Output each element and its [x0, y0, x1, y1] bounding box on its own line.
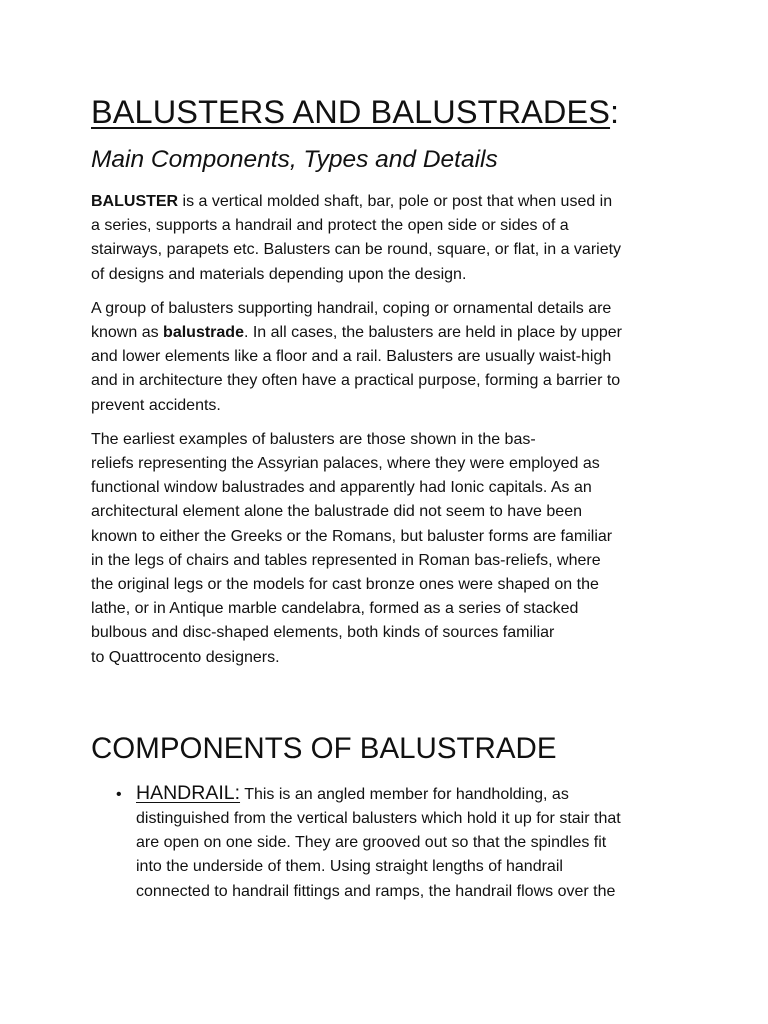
paragraph-line: the original legs or the models for cast bronze ones were shaped on the: [91, 576, 599, 594]
list-item-line: into the underside of them. Using straight lengths of handrail: [136, 858, 563, 876]
bold-term-balustrade: balustrade: [163, 324, 244, 342]
term-handrail: HANDRAIL:: [136, 781, 241, 804]
paragraph-line: known to either the Greeks or the Romans, but baluster forms are familiar: [91, 527, 613, 545]
paragraph-line: [91, 321, 691, 345]
paragraph-line-text: is a vertical molded shaft, bar, pole or post that when used in: [178, 193, 613, 210]
paragraph-line: a series, supports a handrail and protect the open side or sides of a: [91, 217, 569, 235]
paragraph-line: functional window balustrades and apparently had Ionic capitals. As an: [91, 479, 592, 497]
paragraph-line: lathe, or in Antique marble candelabra, formed as a series of stacked: [91, 600, 579, 618]
list-item-line: connected to handrail fittings and ramps, the handrail flows over the: [136, 882, 616, 900]
paragraph-balustrade-definition: [91, 297, 691, 418]
components-list: [91, 781, 691, 904]
document-title-text: BALUSTERS AND BALUSTRADES: [91, 94, 611, 130]
paragraph-line: architectural element alone the balustrade did not seem to have been: [91, 503, 582, 521]
paragraph-line-text: known as: [91, 324, 164, 342]
paragraph-line: The earliest examples of balusters are those shown in the bas-: [91, 430, 536, 448]
document-title: [91, 92, 691, 132]
document-title-colon: :: [610, 94, 620, 130]
paragraph-line: [91, 190, 691, 214]
bold-term-baluster: BALUSTER: [91, 193, 179, 210]
paragraph-line: reliefs representing the Assyrian palaces, where they were employed as: [91, 455, 600, 473]
paragraph-history: [91, 428, 691, 670]
list-item-line-text: This is an angled member for handholding, as: [240, 785, 569, 803]
list-item-line: distinguished from the vertical balusters which hold it up for stair that: [136, 810, 621, 828]
paragraph-line: stairways, parapets etc. Balusters can be round, square, or flat, in a variety: [91, 241, 622, 259]
paragraph-baluster-definition: [91, 190, 691, 287]
list-item-handrail: [91, 781, 691, 904]
document-page: [91, 92, 691, 904]
paragraph-line: prevent accidents.: [91, 396, 221, 414]
paragraph-line: in the legs of chairs and tables represented in Roman bas-reliefs, where: [91, 551, 601, 569]
paragraph-line: of designs and materials depending upon the design.: [91, 265, 467, 283]
paragraph-line: to Quattrocento designers.: [91, 648, 280, 666]
paragraph-line: and lower elements like a floor and a rail. Balusters are usually waist-high: [91, 348, 612, 366]
bullet-icon: •: [116, 785, 122, 803]
paragraph-line-text: . In all cases, the balusters are held in place by upper: [243, 324, 622, 342]
list-item-line: [136, 781, 691, 807]
section-heading-components: COMPONENTS OF BALUSTRADE: [91, 731, 557, 765]
document-subtitle: Main Components, Types and Details: [91, 146, 498, 173]
paragraph-line: and in architecture they often have a practical purpose, forming a barrier to: [91, 372, 621, 390]
list-item-line: are open on one side. They are grooved out so that the spindles fit: [136, 834, 607, 852]
paragraph-line: A group of balusters supporting handrail, coping or ornamental details are: [91, 299, 612, 317]
paragraph-line: bulbous and disc-shaped elements, both kinds of sources familiar: [91, 624, 555, 642]
